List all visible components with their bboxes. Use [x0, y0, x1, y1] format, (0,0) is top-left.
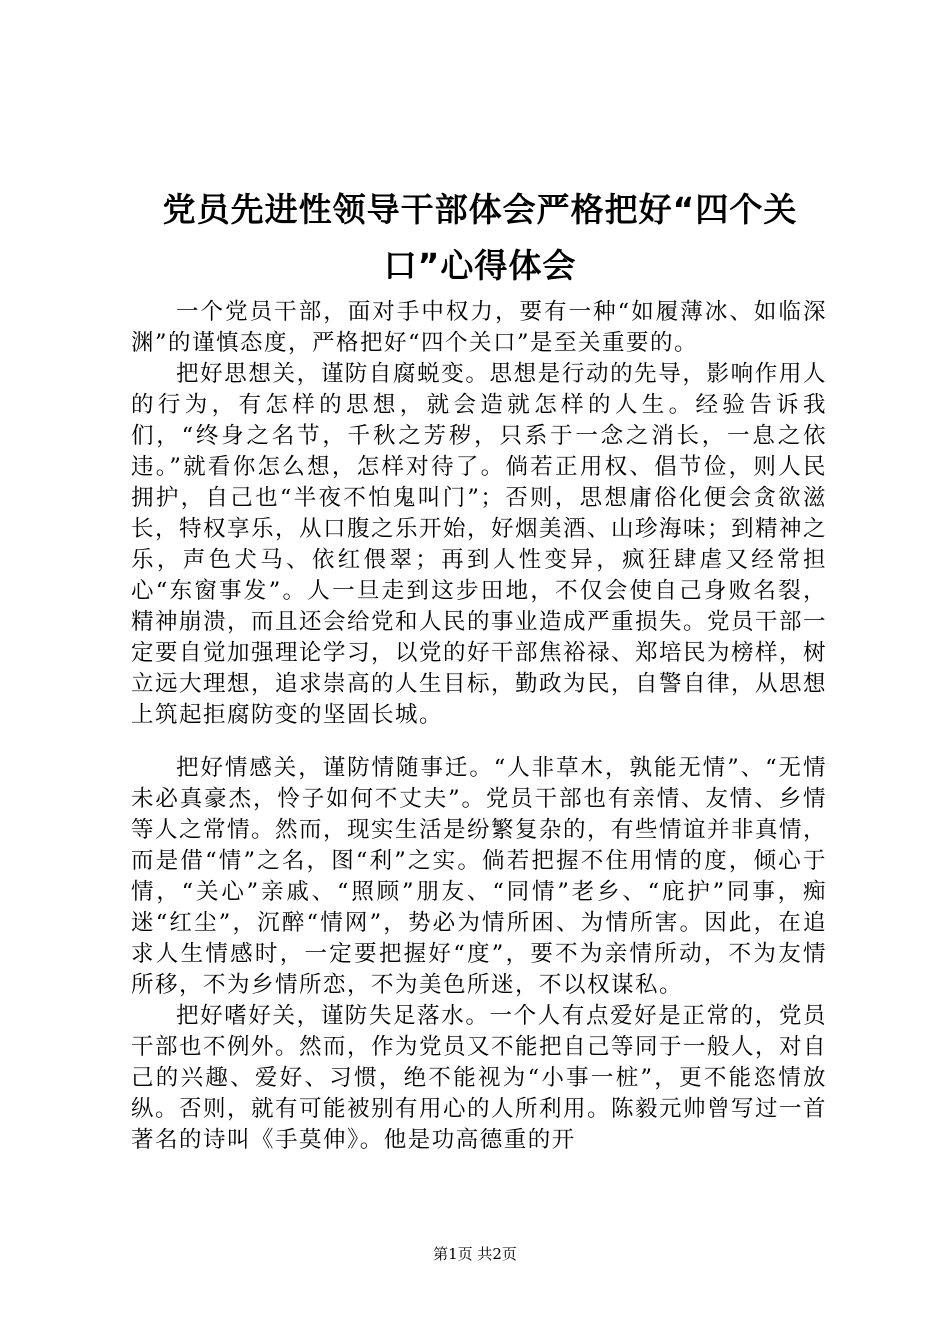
- paragraph-emotion: 把好情感关，谨防情随事迁。“人非草木，孰能无情”、“无情未必真豪杰，怜子如何不丈夫”。党员干部也有亲情、友情、乡情等人之常情。然而，现实生活是纷繁复杂的，有些情谊并非真情，而是借“情”之名，图“利”之实。倘若把握不住用情的度，倾心于情，“关心”亲戚、“照顾”朋友、“同情”老乡、“庇护”同事，痴迷“红尘”，沉醉“情网”，势必为情所困、为情所害。因此，在追求人生情感时，一定要把握好“度”，要不为亲情所动，不为友情所移，不为乡情所恋，不为美色所迷，不以权谋私。: [131, 755, 828, 998]
- title-line-2: 口”心得体会: [383, 246, 577, 285]
- document-body: [131, 297, 827, 1156]
- document-title: [130, 182, 830, 294]
- paragraph-hobby: 把好嗜好关，谨防失足落水。一个人有点爱好是正常的，党员干部也不例外。然而，作为党员又不能把自己等同于一般人，对自己的兴趣、爱好、习惯，绝不能视为“小事一桩”，更不能恣情放纵。否则，就有可能被别有用心的人所利用。陈毅元帅曾写过一首著名的诗叫《手莫伸》。他是功高德重的开: [131, 1003, 828, 1153]
- title-line-1: 党员先进性领导干部体会严格把好“四个关: [162, 190, 798, 229]
- paragraph-thought: 把好思想关，谨防自腐蜕变。思想是行动的先导，影响作用人的行为，有怎样的思想，就会造就怎样的人生。经验告诉我们，“终身之名节，千秋之芳秽，只系于一念之消长，一息之依违。”就看你怎么想，怎样对待了。倘若正用权、倡节俭，则人民拥护，自己也“半夜不怕鬼叫门”；否则，思想庸俗化便会贪欲滋长，特权享乐，从口腹之乐开始，好烟美酒、山珍海味；到精神之乐，声色犬马、依红偎翠；再到人性变异，疯狂肆虐又经常担心“东窗事发”。人一旦走到这步田地，不仅会使自己身败名裂，精神崩溃，而且还会给党和人民的事业造成严重损失。党员干部一定要自觉加强理论学习，以党的好干部焦裕禄、郑培民为榜样，树立远大理想，追求崇高的人生目标，勤政为民，自警自律，从思想上筑起拒腐防变的坚固长城。: [131, 361, 828, 728]
- paragraph-intro: 一个党员干部，面对手中权力，要有一种“如履薄冰、如临深渊”的谨慎态度，严格把好“四个关口”是至关重要的。: [131, 299, 827, 356]
- page-footer: 第1页 共2页: [433, 1245, 517, 1263]
